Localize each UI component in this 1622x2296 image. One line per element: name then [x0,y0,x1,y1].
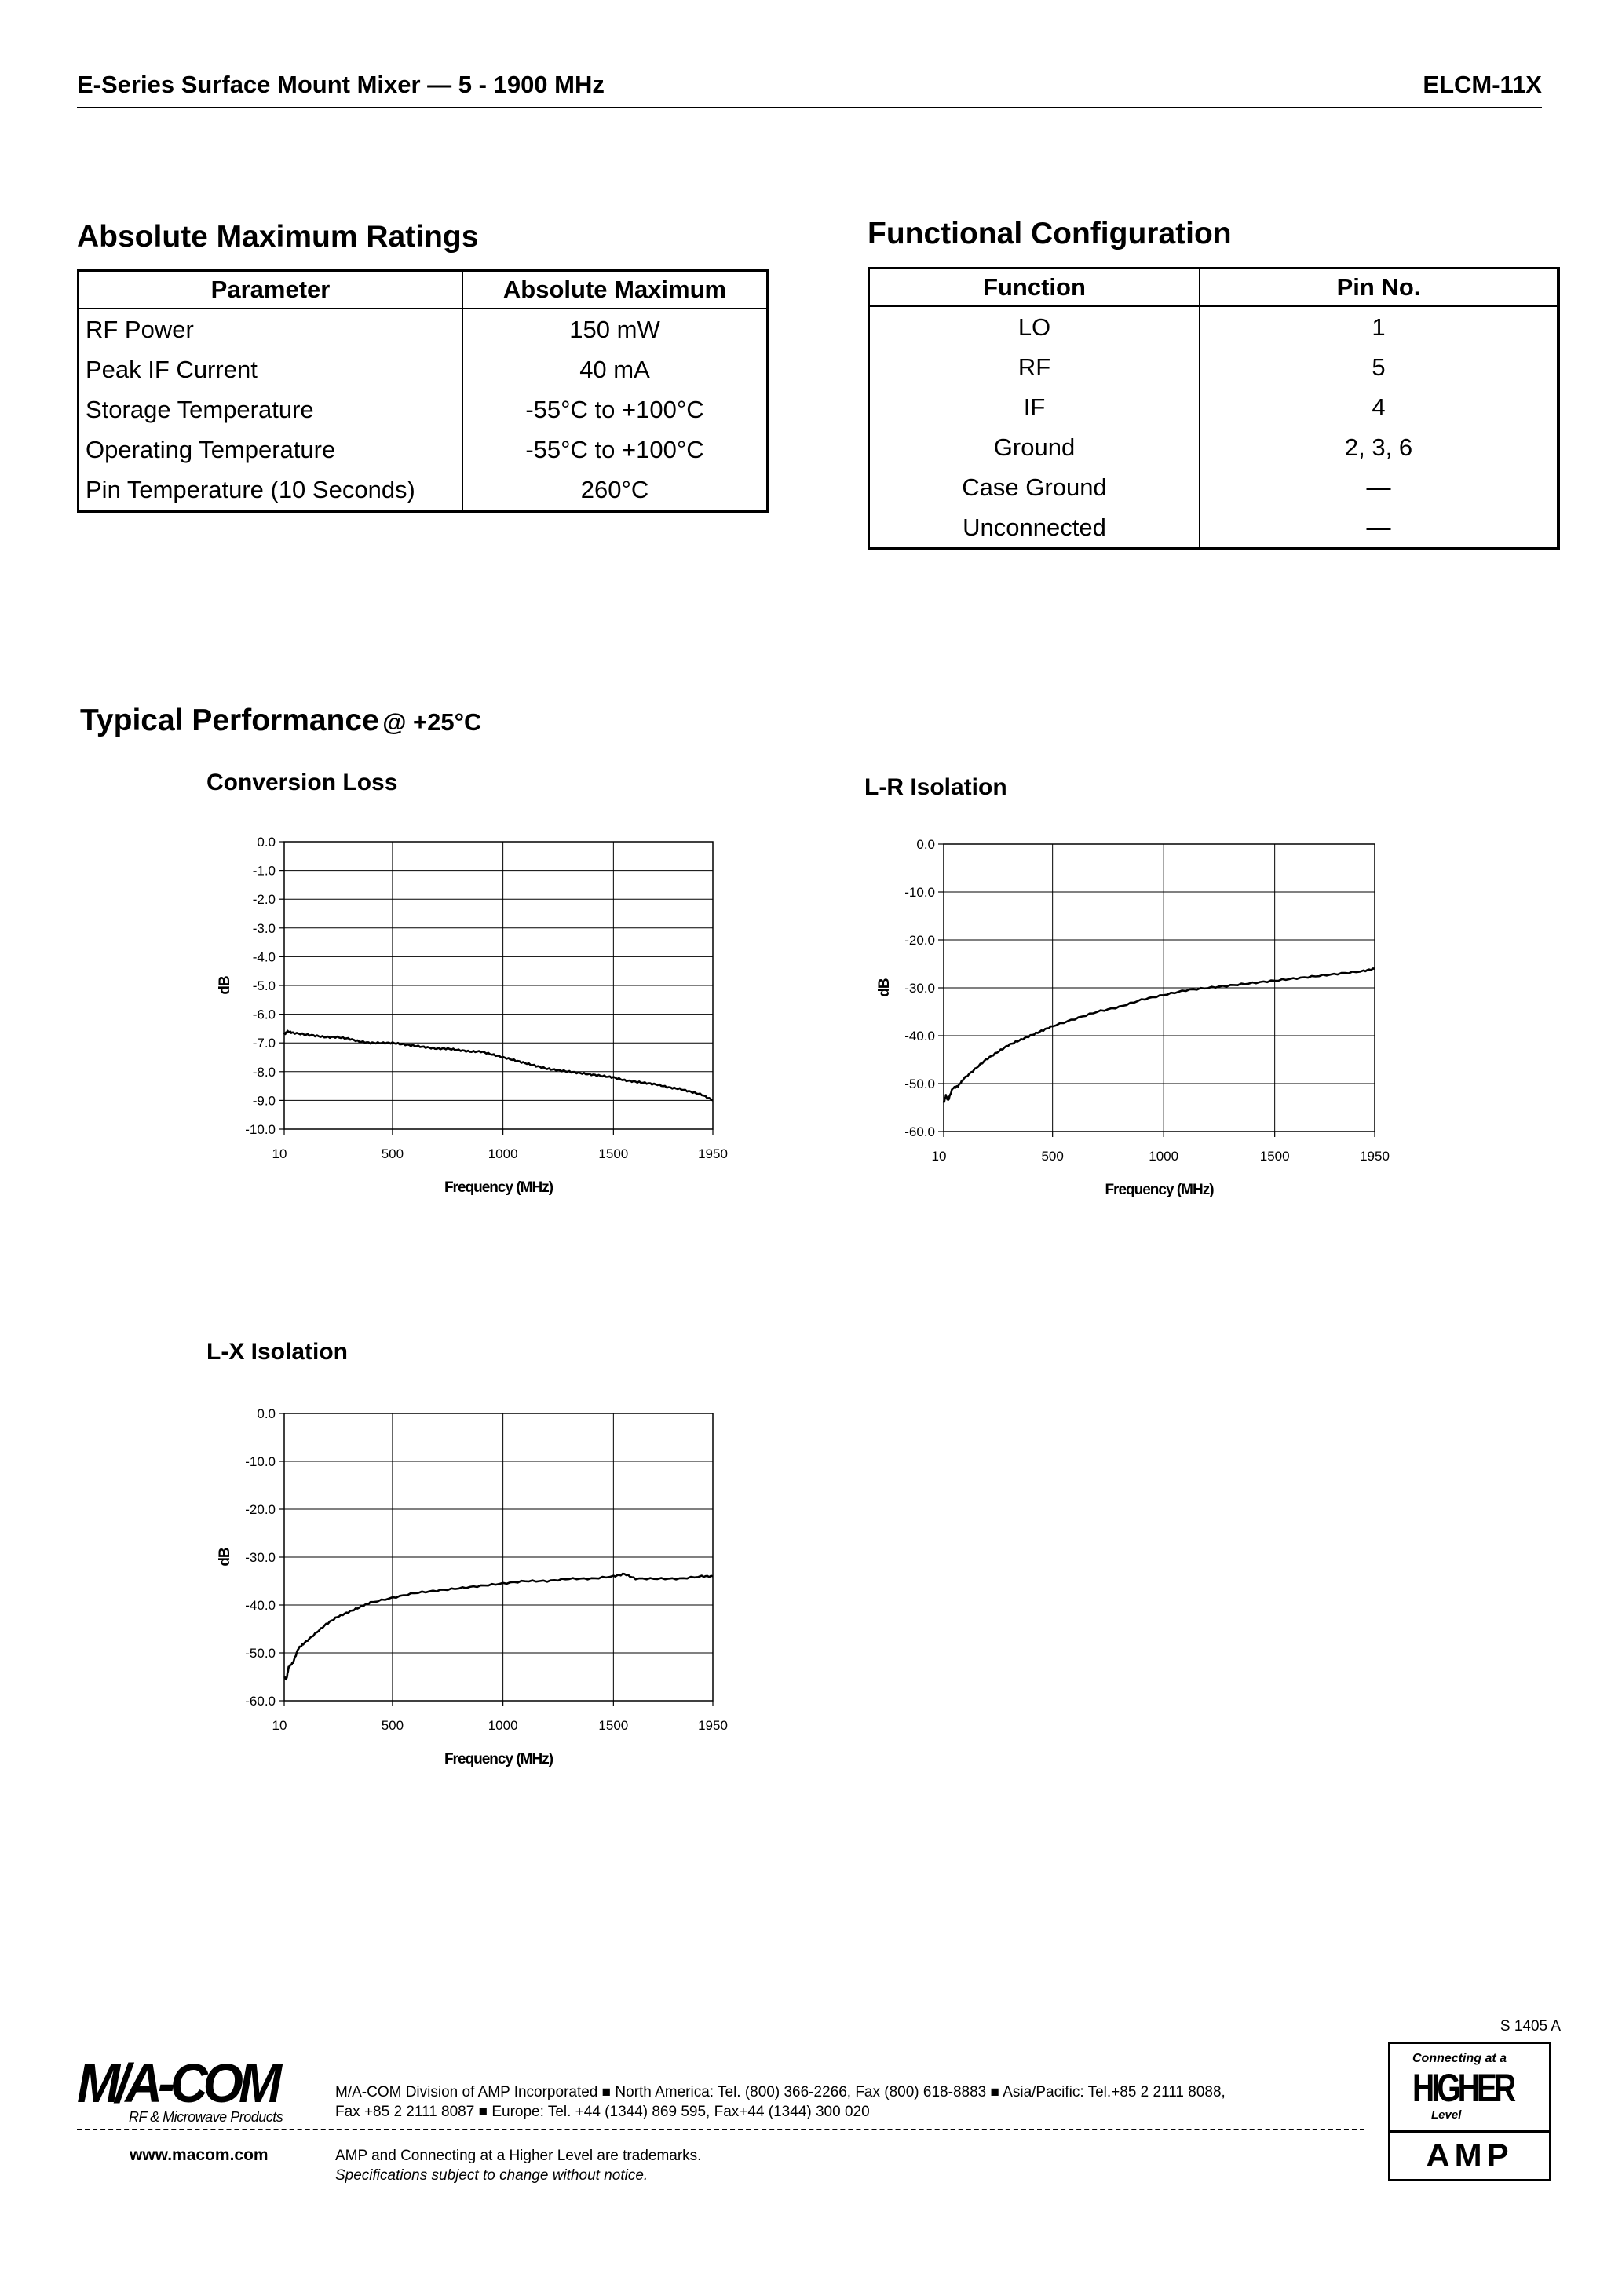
y-tick-label: -40.0 [904,1029,935,1044]
x-tick-label: 1950 [698,1146,728,1161]
y-tick-label: -50.0 [904,1077,935,1091]
x-tick-label: 1500 [1259,1149,1290,1164]
pin-number: 1 [1372,313,1386,341]
x-tick-label: 1950 [698,1718,728,1733]
ratings-col-maximum: Absolute Maximum [462,271,768,309]
badge-level-text: Level [1431,2108,1462,2122]
pin-number: — [1366,513,1391,541]
x-tick-label: 500 [381,1146,404,1161]
y-tick-label: -60.0 [245,1694,276,1709]
x-axis-label: Frequency (MHz) [444,1751,553,1768]
ratings-col-parameter: Parameter [79,271,463,309]
x-tick-label: 1950 [1360,1149,1390,1164]
y-tick-label: -10.0 [904,885,935,900]
ratings-param: Storage Temperature [79,389,463,430]
x-axis-label: Frequency (MHz) [444,1179,553,1196]
x-tick-label: 1000 [488,1146,518,1161]
part-number: ELCM-11X [1423,71,1542,98]
x-tick-label: 10 [272,1718,287,1733]
y-tick-label: -2.0 [252,892,276,908]
y-axis-label: dB [217,976,233,995]
y-tick-label: -1.0 [252,863,276,879]
ratings-value: 40 mA [579,355,650,383]
macom-logo [77,2053,305,2128]
badge-amp-text: AMP [1426,2137,1514,2174]
y-tick-label: -20.0 [904,933,935,948]
ratings-param: Pin Temperature (10 Seconds) [79,470,463,511]
ratings-value: 150 mW [569,315,660,343]
pin-number: — [1366,473,1391,501]
pin-number: 2, 3, 6 [1344,433,1413,461]
ratings-param: Peak IF Current [79,349,463,389]
y-tick-label: -4.0 [252,949,276,965]
y-tick-label: -10.0 [245,1454,276,1469]
y-axis-label: dB [876,978,893,997]
x-tick-label: 10 [931,1149,947,1164]
contact-line-2: Fax +85 2 2111 8087 ■ Europe: Tel. +44 (1344) 869 595, Fax+44 (1344) 300 020 [335,2104,870,2120]
y-tick-label: -50.0 [245,1646,276,1661]
function-name: LO [869,306,1200,347]
x-tick-label: 1500 [598,1146,629,1161]
y-tick-label: -6.0 [252,1007,276,1022]
document-title: E-Series Surface Mount Mixer — 5 - 1900 MHz [77,71,605,98]
y-tick-label: -60.0 [904,1124,935,1139]
functional-heading: Functional Configuration [868,217,1232,250]
y-tick-label: -30.0 [904,981,935,996]
y-tick-label: 0.0 [257,835,276,850]
y-tick-label: -10.0 [245,1122,276,1137]
website-link[interactable]: www.macom.com [130,2146,269,2164]
doc-code: S 1405 A [1500,2018,1561,2035]
function-name: IF [869,387,1200,427]
y-tick-label: -40.0 [245,1598,276,1613]
y-tick-label: 0.0 [257,1406,276,1421]
series-line [284,1574,713,1680]
y-axis-label: dB [217,1548,233,1567]
performance-condition: @ +25°C [382,708,482,736]
y-tick-label: -9.0 [252,1093,276,1109]
amp-badge [1388,2042,1551,2181]
ratings-param: Operating Temperature [79,430,463,470]
x-axis-label: Frequency (MHz) [1105,1182,1214,1198]
x-tick-label: 1000 [488,1718,518,1733]
ratings-heading: Absolute Maximum Ratings [77,220,479,254]
x-tick-label: 10 [272,1146,287,1161]
functional-col-function: Function [869,269,1200,307]
contact-line-1: M/A-COM Division of AMP Incorporated ■ North America: Tel. (800) 366-2266, Fax (800) 618-8883 ■ Asia/Pacific: Tel.+85 2 2111 8088, [335,2084,1226,2100]
footer-divider [77,2129,1364,2130]
y-tick-label: -30.0 [245,1550,276,1565]
functional-col-pin: Pin No. [1200,269,1558,307]
badge-connecting-text: Connecting at a [1412,2052,1507,2065]
function-name: Case Ground [869,467,1200,507]
chart-title-conversion-loss: Conversion Loss [206,770,398,795]
ratings-value: 260°C [580,475,649,503]
y-tick-label: -8.0 [252,1064,276,1080]
ratings-value: -55°C to +100°C [525,395,704,423]
badge-separator [1390,2130,1549,2133]
chart-title-lr-isolation: L-R Isolation [864,774,1007,800]
x-tick-label: 500 [381,1718,404,1733]
performance-title: Typical Performance [80,704,379,737]
y-tick-label: -5.0 [252,978,276,993]
pin-number: 4 [1372,393,1386,421]
ratings-value: -55°C to +100°C [525,435,704,463]
y-tick-label: -3.0 [252,920,276,936]
macom-logo-text: M/A-COM [77,2053,277,2114]
y-tick-label: 0.0 [916,837,935,852]
x-tick-label: 1000 [1149,1149,1179,1164]
function-name: RF [869,347,1200,387]
trademark-notice: AMP and Connecting at a Higher Level are trademarks. [335,2148,702,2164]
x-tick-label: 1500 [598,1718,629,1733]
badge-higher-text: HIGHER [1412,2066,1514,2110]
pin-number: 5 [1372,353,1386,381]
macom-logo-subtitle: RF & Microwave Products [129,2109,283,2125]
disclaimer: Specifications subject to change without notice. [335,2167,648,2184]
ratings-param: RF Power [79,309,463,349]
y-tick-label: -20.0 [245,1502,276,1517]
x-tick-label: 500 [1041,1149,1064,1164]
chart-title-lx-isolation: L-X Isolation [206,1339,348,1365]
function-name: Unconnected [869,507,1200,549]
function-name: Ground [869,427,1200,467]
y-tick-label: -7.0 [252,1036,276,1051]
